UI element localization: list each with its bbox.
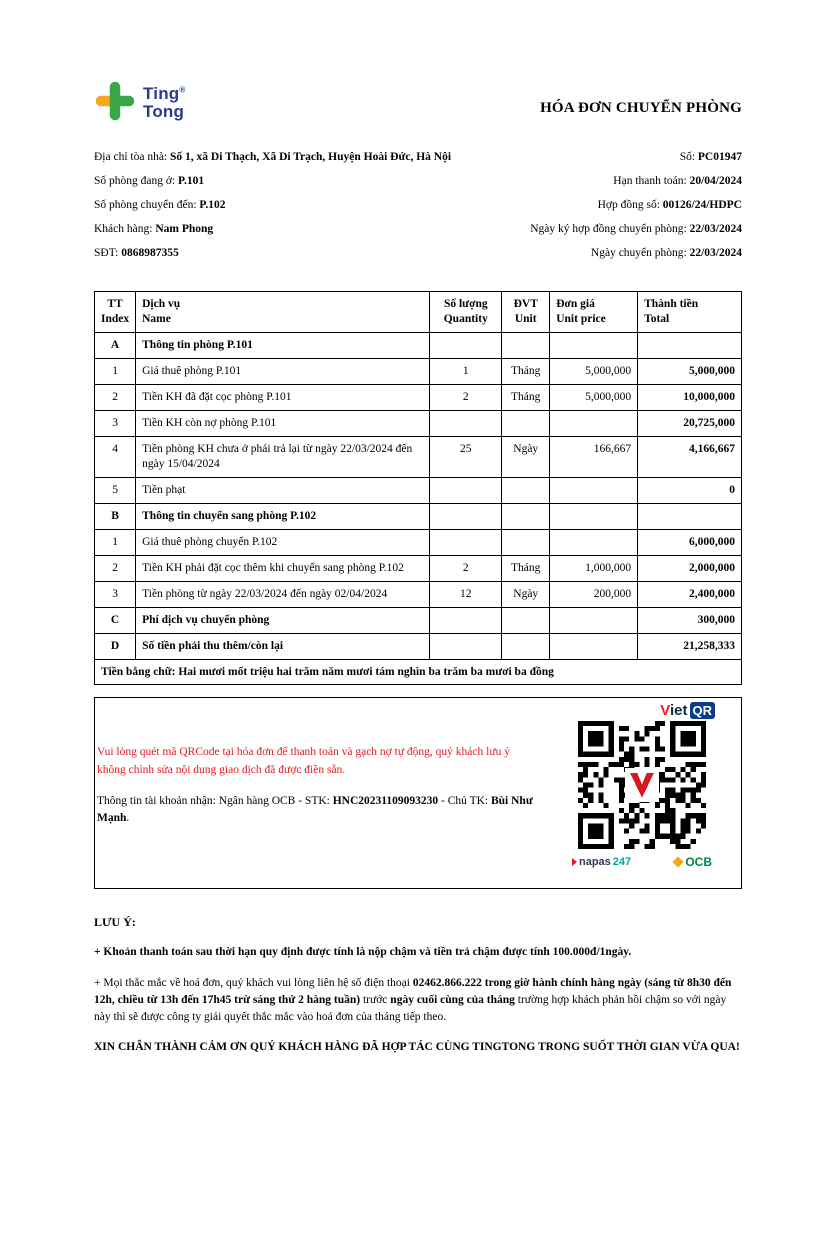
cell-total: 20,725,000 — [638, 411, 742, 437]
cell-service: Phí dịch vụ chuyển phòng — [136, 607, 430, 633]
napas-flag-icon — [572, 858, 577, 866]
ocb-logo: OCB — [674, 855, 712, 869]
account-info: Thông tin tài khoản nhận: Ngân hàng OCB - STK: HNC20231109093230 - Chủ TK: Bùi Như Mạnh. — [97, 794, 533, 825]
due-date-line: Hạn thanh toán: 20/04/2024 — [613, 175, 742, 188]
cell-service: Tiền phòng từ ngày 22/03/2024 đến ngày 02/04/2024 — [136, 581, 430, 607]
cell-tt: D — [95, 633, 136, 659]
cell-tt: A — [95, 333, 136, 359]
cell-service: Giá thuê phòng chuyển P.102 — [136, 529, 430, 555]
ocb-diamond-icon — [673, 857, 684, 868]
table-row — [95, 333, 742, 359]
header-service: Dịch vụ Name — [136, 292, 430, 333]
cell-price — [550, 333, 638, 359]
cell-service: Tiền phòng KH chưa ở phải trả lại từ ngày 22/03/2024 đến ngày 15/04/2024 — [136, 437, 430, 478]
cell-tt: 4 — [95, 437, 136, 478]
cell-qty: 2 — [430, 555, 502, 581]
cell-qty — [430, 411, 502, 437]
qr-block — [551, 698, 741, 888]
cell-qty: 2 — [430, 385, 502, 411]
table-row — [95, 529, 742, 555]
note-paragraph: + Khoản thanh toán sau thời hạn quy định được tính là nộp chậm và tiền trả chậm được tính 100.000đ/1ngày. — [94, 946, 632, 959]
contract-number-line: Hợp đồng số: 00126/24/HDPC — [597, 199, 742, 212]
cell-tt: C — [95, 607, 136, 633]
bank-logos-row — [572, 855, 712, 869]
header-unit-price: Đơn giá Unit price — [550, 292, 638, 333]
amount-in-words-row — [95, 659, 742, 685]
cell-price: 1,000,000 — [550, 555, 638, 581]
tingtong-logo — [94, 80, 185, 125]
notes-list — [94, 944, 742, 1056]
cell-unit: Ngày — [502, 437, 550, 478]
contract-sign-date-line: Ngày ký hợp đồng chuyển phòng: 22/03/2024 — [530, 223, 742, 236]
cell-tt: 3 — [95, 581, 136, 607]
cell-total: 2,000,000 — [638, 555, 742, 581]
table-row — [95, 437, 742, 478]
cell-unit — [502, 607, 550, 633]
cell-total: 21,258,333 — [638, 633, 742, 659]
notes-section — [94, 913, 742, 1056]
table-row — [95, 411, 742, 437]
cell-price: 5,000,000 — [550, 359, 638, 385]
vietqr-logo: Viet QR — [660, 703, 715, 718]
tingtong-logo-icon — [94, 80, 136, 125]
cell-total: 5,000,000 — [638, 359, 742, 385]
table-row — [95, 503, 742, 529]
table-row — [95, 555, 742, 581]
cell-service: Giá thuê phòng P.101 — [136, 359, 430, 385]
cell-unit — [502, 333, 550, 359]
note-paragraph: XIN CHÂN THÀNH CẢM ƠN QUÝ KHÁCH HÀNG ĐÃ HỢP TÁC CÙNG TINGTONG TRONG SUỐT THỜI GIAN VỪA QUA! — [94, 1041, 740, 1054]
cell-service: Thông tin phòng P.101 — [136, 333, 430, 359]
tingtong-logo-text: Ting® Tong — [143, 84, 186, 121]
cell-service: Tiền KH phải đặt cọc thêm khi chuyển sang phòng P.102 — [136, 555, 430, 581]
table-row — [95, 581, 742, 607]
cell-price: 200,000 — [550, 581, 638, 607]
cell-qty — [430, 503, 502, 529]
address-line: Địa chỉ tòa nhà: Số 1, xã Di Thạch, Xã Di Trạch, Huyện Hoài Đức, Hà Nội — [94, 151, 452, 163]
cell-price — [550, 503, 638, 529]
cell-unit — [502, 411, 550, 437]
header-unit: ĐVT Unit — [502, 292, 550, 333]
phone-line: SĐT: 0868987355 — [94, 247, 179, 260]
cell-tt: 1 — [95, 359, 136, 385]
payment-notice: Vui lòng quét mã QRCode tại hóa đơn để thanh toán và gạch nợ tự động, quý khách lưu ý không chỉnh sửa nội dung giao dịch đã được điền sẵn. — [97, 746, 510, 776]
header-total: Thành tiền Total — [638, 292, 742, 333]
table-header-row — [95, 292, 742, 333]
table-row — [95, 633, 742, 659]
cell-total: 0 — [638, 477, 742, 503]
table-row — [95, 359, 742, 385]
cell-qty: 12 — [430, 581, 502, 607]
invoice-content — [94, 0, 742, 1057]
cell-price — [550, 633, 638, 659]
cell-total — [638, 333, 742, 359]
document-header — [94, 80, 742, 125]
customer-name-line: Khách hàng: Nam Phong — [94, 223, 214, 236]
cell-unit: Tháng — [502, 555, 550, 581]
cell-unit — [502, 529, 550, 555]
cell-qty — [430, 333, 502, 359]
cell-price — [550, 607, 638, 633]
notes-heading: LƯU Ý: — [94, 915, 136, 930]
invoice-table — [94, 291, 742, 685]
cell-qty — [430, 477, 502, 503]
cell-price — [550, 477, 638, 503]
cell-service: Tiền KH còn nợ phòng P.101 — [136, 411, 430, 437]
cell-tt: 5 — [95, 477, 136, 503]
cell-total: 6,000,000 — [638, 529, 742, 555]
cell-tt: 3 — [95, 411, 136, 437]
cell-qty: 1 — [430, 359, 502, 385]
customer-info — [94, 149, 454, 269]
payment-box — [94, 697, 742, 889]
table-row — [95, 477, 742, 503]
cell-total: 2,400,000 — [638, 581, 742, 607]
cell-total: 4,166,667 — [638, 437, 742, 478]
cell-service: Thông tin chuyển sang phòng P.102 — [136, 503, 430, 529]
cell-service: Số tiền phải thu thêm/còn lại — [136, 633, 430, 659]
napas-logo: napas 247 — [572, 856, 631, 868]
cell-price — [550, 529, 638, 555]
cell-qty — [430, 607, 502, 633]
qr-code — [578, 721, 706, 849]
cell-price: 166,667 — [550, 437, 638, 478]
cell-total: 10,000,000 — [638, 385, 742, 411]
note-paragraph: + Mọi thắc mắc về hoá đơn, quý khách vui lòng liên hệ số điện thoại 02462.866.222 trong giờ hành chính hàng ngày (sáng từ 8h30 đến 12h, chiều từ 13h đến 17h45 trừ sáng thứ 2 hàng tuần) trước ngày cuối cùng của tháng trường hợp khách phản hồi chậm so với ngày này thì sẽ được công ty giải quyết thắc mắc vào hoá đơn của tháng tiếp theo. — [94, 976, 732, 1024]
cell-unit: Tháng — [502, 359, 550, 385]
cell-unit: Tháng — [502, 385, 550, 411]
table-row — [95, 385, 742, 411]
header-quantity: Số lượng Quantity — [430, 292, 502, 333]
cell-tt: 1 — [95, 529, 136, 555]
current-room-line: Số phòng đang ở: P.101 — [94, 175, 205, 188]
cell-total: 300,000 — [638, 607, 742, 633]
cell-price: 5,000,000 — [550, 385, 638, 411]
table-row — [95, 607, 742, 633]
cell-tt: B — [95, 503, 136, 529]
cell-tt: 2 — [95, 385, 136, 411]
cell-unit: Ngày — [502, 581, 550, 607]
cell-total — [638, 503, 742, 529]
amount-in-words: Tiền bằng chữ: Hai mươi mốt triệu hai trăm năm mươi tám nghìn ba trăm ba mươi ba đồng — [95, 659, 742, 685]
cell-service: Tiền KH đã đặt cọc phòng P.101 — [136, 385, 430, 411]
invoice-meta — [470, 149, 742, 269]
invoice-title: HÓA ĐƠN CHUYỂN PHÒNG — [540, 100, 742, 116]
cell-unit — [502, 477, 550, 503]
cell-qty — [430, 529, 502, 555]
cell-qty: 25 — [430, 437, 502, 478]
payment-text-block — [95, 698, 551, 888]
cell-price — [550, 411, 638, 437]
cell-unit — [502, 503, 550, 529]
info-section — [94, 149, 742, 269]
invoice-number-line: Số: PC01947 — [679, 151, 742, 163]
cell-qty — [430, 633, 502, 659]
transfer-date-line: Ngày chuyển phòng: 22/03/2024 — [590, 247, 742, 260]
new-room-line: Số phòng chuyển đến: P.102 — [94, 199, 226, 212]
cell-unit — [502, 633, 550, 659]
cell-service: Tiền phạt — [136, 477, 430, 503]
header-index: TT Index — [95, 292, 136, 333]
cell-tt: 2 — [95, 555, 136, 581]
